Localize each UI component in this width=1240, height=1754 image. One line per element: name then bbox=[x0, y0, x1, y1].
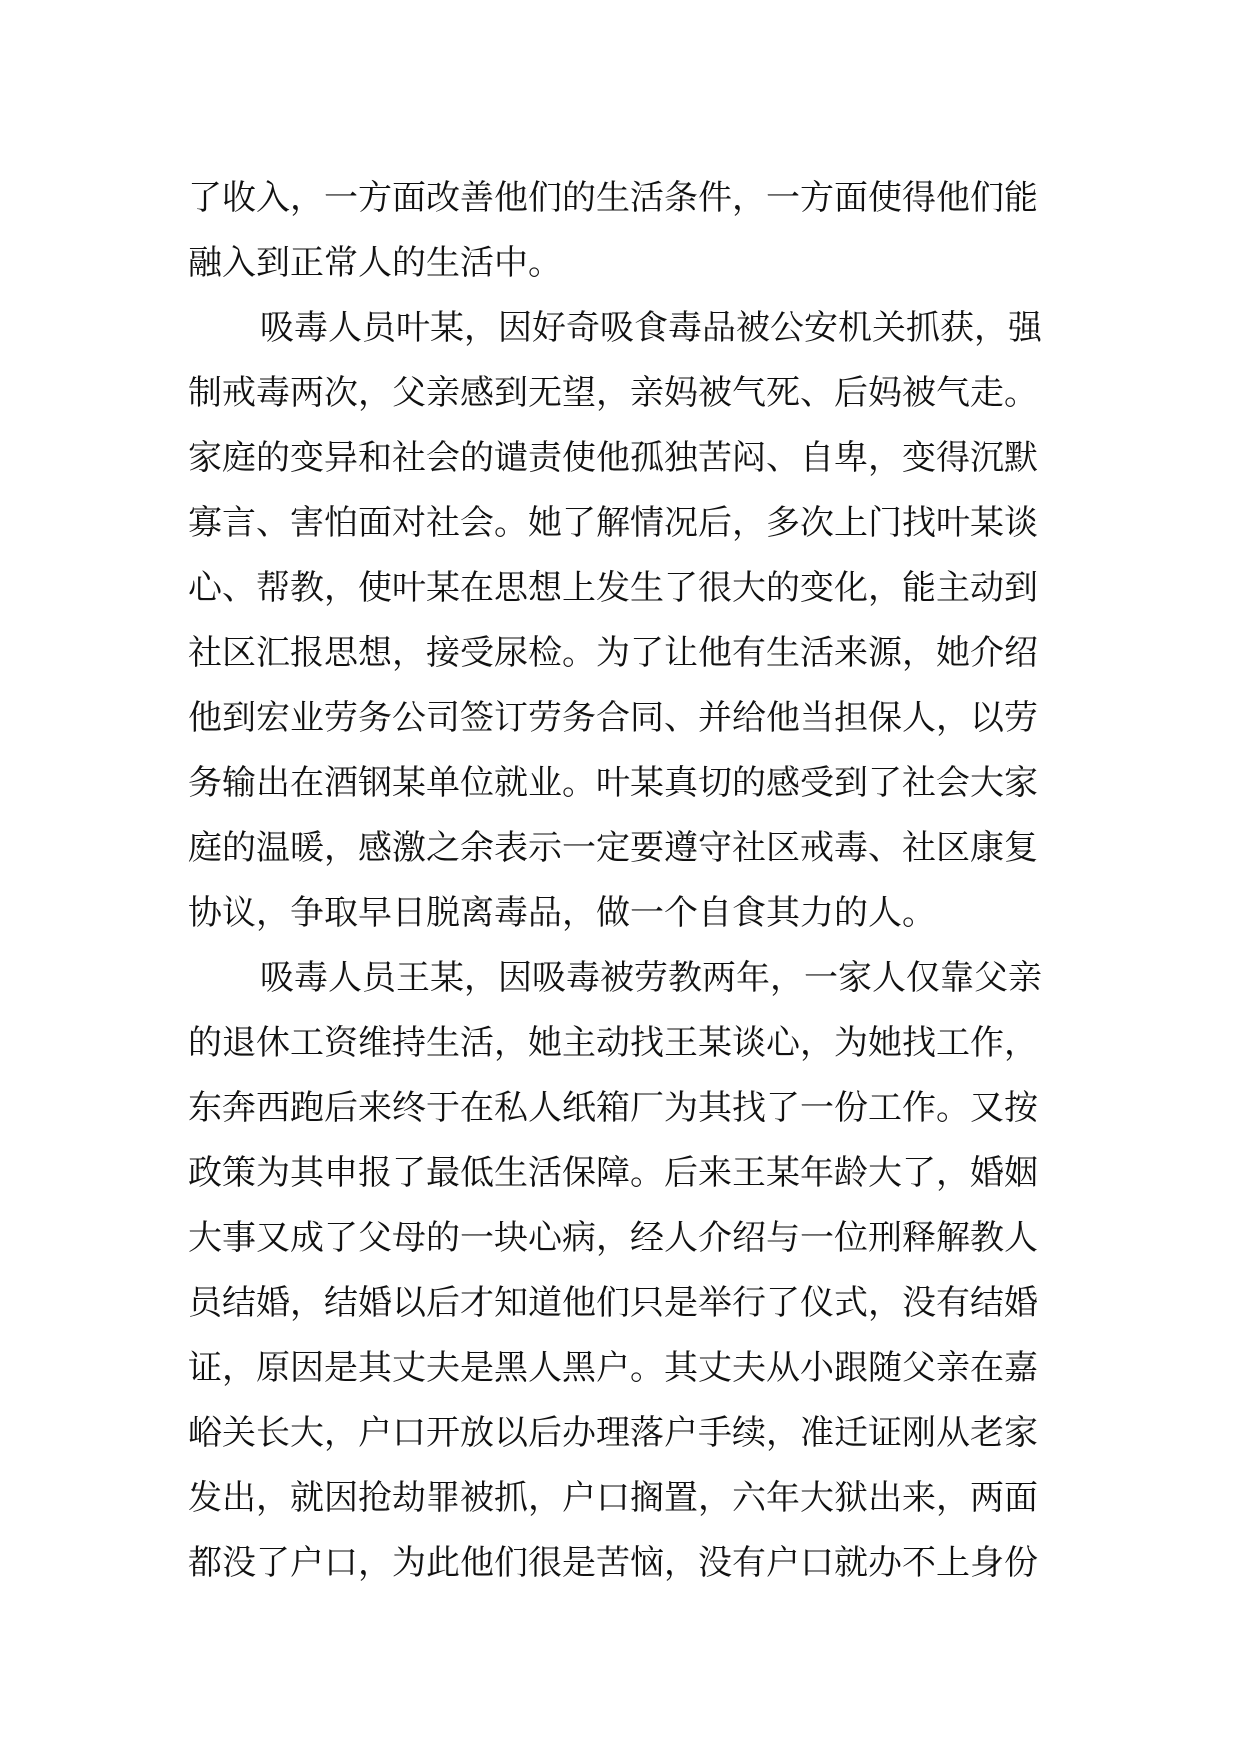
text-line: 庭的温暖，感激之余表示一定要遵守社区戒毒、社区康复 bbox=[188, 828, 1038, 868]
text-line: 协议，争取早日脱离毒品，做一个自食其力的人。 bbox=[188, 893, 936, 933]
text-line: 心、帮教，使叶某在思想上发生了很大的变化，能主动到 bbox=[188, 568, 1038, 608]
text-line: 了收入，一方面改善他们的生活条件，一方面使得他们能 bbox=[188, 178, 1038, 218]
paragraph-start-line: 吸毒人员王某，因吸毒被劳教两年，一家人仅靠父亲 bbox=[260, 958, 1042, 998]
text-line: 政策为其申报了最低生活保障。后来王某年龄大了，婚姻 bbox=[188, 1153, 1038, 1193]
text-line: 制戒毒两次，父亲感到无望，亲妈被气死、后妈被气走。 bbox=[188, 373, 1038, 413]
text-line: 寡言、害怕面对社会。她了解情况后，多次上门找叶某谈 bbox=[188, 503, 1038, 543]
text-line: 东奔西跑后来终于在私人纸箱厂为其找了一份工作。又按 bbox=[188, 1088, 1038, 1128]
text-line: 社区汇报思想，接受尿检。为了让他有生活来源，她介绍 bbox=[188, 633, 1038, 673]
text-line: 务输出在酒钢某单位就业。叶某真切的感受到了社会大家 bbox=[188, 763, 1038, 803]
text-line: 大事又成了父母的一块心病，经人介绍与一位刑释解教人 bbox=[188, 1218, 1038, 1258]
text-line: 他到宏业劳务公司签订劳务合同、并给他当担保人，以劳 bbox=[188, 698, 1038, 738]
text-line: 峪关长大，户口开放以后办理落户手续，准迁证刚从老家 bbox=[188, 1413, 1038, 1453]
text-line: 证，原因是其丈夫是黑人黑户。其丈夫从小跟随父亲在嘉 bbox=[188, 1348, 1038, 1388]
body-text bbox=[188, 166, 1058, 1596]
text-line: 融入到正常人的生活中。 bbox=[188, 243, 562, 283]
text-line: 的退休工资维持生活，她主动找王某谈心，为她找工作， bbox=[188, 1023, 1038, 1063]
text-line: 家庭的变异和社会的谴责使他孤独苦闷、自卑，变得沉默 bbox=[188, 438, 1038, 478]
text-line: 发出，就因抢劫罪被抓，户口搁置，六年大狱出来，两面 bbox=[188, 1478, 1038, 1518]
paragraph-start-line: 吸毒人员叶某，因好奇吸食毒品被公安机关抓获，强 bbox=[260, 308, 1042, 348]
text-line: 员结婚，结婚以后才知道他们只是举行了仪式，没有结婚 bbox=[188, 1283, 1038, 1323]
text-line: 都没了户口，为此他们很是苦恼，没有户口就办不上身份 bbox=[188, 1543, 1038, 1583]
